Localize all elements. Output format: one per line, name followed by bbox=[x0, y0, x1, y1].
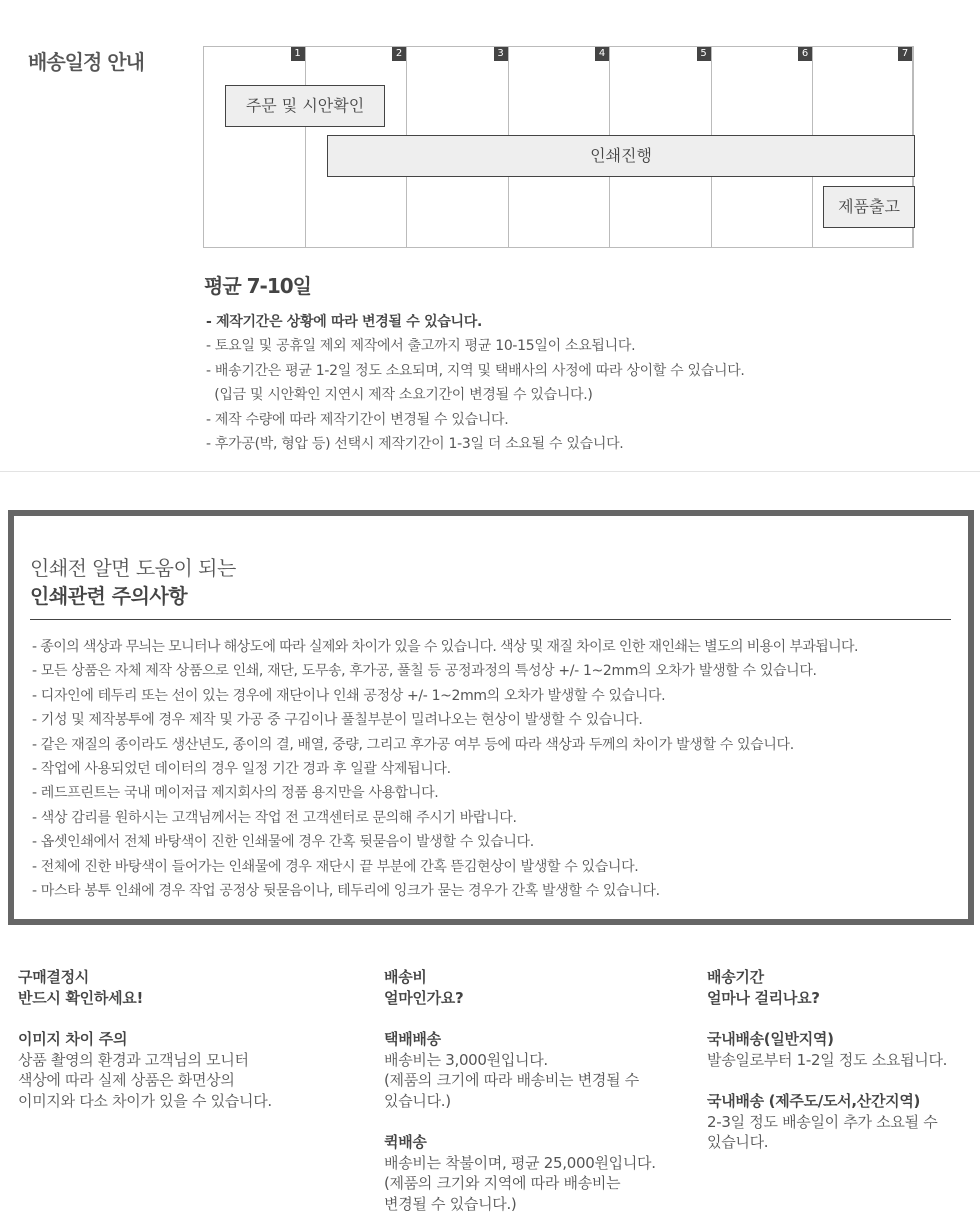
schedule-note: - 후가공(박, 형압 등) 선택시 제작기간이 1-3일 더 소요될 수 있습니다. bbox=[206, 436, 624, 453]
print-note: - 마스타 봉투 인쇄에 경우 작업 공정상 뒷묻음이나, 테두리에 잉크가 묻는 경우가 간혹 발생할 수 있습니다. bbox=[32, 883, 660, 900]
schedule-note: - 배송기간은 평균 1-2일 정도 소요되며, 지역 및 택배사의 사정에 따라 상이할 수 있습니다. bbox=[206, 362, 745, 379]
print-notes-subtitle: 인쇄전 알면 도움이 되는 bbox=[30, 556, 236, 580]
schedule-note: - 토요일 및 공휴일 제외 제작에서 출고까지 평균 10-15일이 소요됩니다. bbox=[206, 338, 636, 355]
day-column bbox=[204, 47, 306, 247]
shipping-fee-info bbox=[384, 967, 684, 1214]
print-note: - 기성 및 제작봉투에 경우 제작 및 가공 중 구김이나 풀칠부분이 밀려나오는 현상이 발생할 수 있습니다. bbox=[32, 712, 643, 729]
courier-text: 배송비는 3,000원입니다. bbox=[384, 1050, 548, 1069]
print-note: - 옵셋인쇄에서 전체 바탕색이 진한 인쇄물에 경우 간혹 뒷묻음이 발생할 수 있습니다. bbox=[32, 834, 534, 851]
quick-text: 배송비는 착불이며, 평균 25,000원입니다. bbox=[384, 1153, 656, 1172]
step-order-proof: 주문 및 시안확인 bbox=[225, 85, 385, 127]
quick-subheading: 퀵배송 bbox=[384, 1133, 427, 1151]
quick-text: (제품의 크기와 지역에 따라 배송비는 bbox=[384, 1174, 621, 1192]
purchase-info bbox=[18, 967, 358, 1111]
purchase-subheading: 이미지 차이 주의 bbox=[18, 1030, 128, 1048]
schedule-title: 배송일정 안내 bbox=[28, 50, 144, 74]
period-heading: 얼마나 걸리나요? bbox=[707, 988, 820, 1007]
purchase-heading: 반드시 확인하세요! bbox=[18, 988, 143, 1007]
step-shipping: 제품출고 bbox=[823, 186, 915, 228]
average-period: 평균 7-10일 bbox=[204, 274, 311, 298]
print-notes-list bbox=[32, 635, 858, 903]
island-text: 2-3일 정도 배송일이 추가 소요될 수 bbox=[707, 1112, 938, 1131]
print-note: - 같은 재질의 종이라도 생산년도, 종이의 결, 배열, 중량, 그리고 후가공 여부 등에 따라 색상과 두께의 차이가 발생할 수 있습니다. bbox=[32, 736, 794, 753]
courier-subheading: 택배배송 bbox=[384, 1030, 441, 1048]
day-number: 6 bbox=[798, 47, 812, 61]
schedule-note: - 제작기간은 상황에 따라 변경될 수 있습니다. bbox=[206, 314, 483, 330]
fee-heading: 얼마인가요? bbox=[384, 988, 464, 1007]
purchase-heading: 구매결정시 bbox=[18, 968, 89, 986]
island-text: 있습니다. bbox=[707, 1133, 769, 1151]
period-heading: 배송기간 bbox=[707, 968, 764, 986]
purchase-text: 색상에 따라 실제 상품은 화면상의 bbox=[18, 1071, 235, 1089]
section-divider bbox=[0, 471, 980, 472]
shipping-period-info bbox=[707, 967, 979, 1153]
schedule-grid bbox=[203, 46, 914, 248]
day-number: 2 bbox=[392, 47, 406, 61]
domestic-text: 발송일로부터 1-2일 정도 소요됩니다. bbox=[707, 1050, 948, 1069]
courier-text: 있습니다.) bbox=[384, 1091, 451, 1110]
step-printing: 인쇄진행 bbox=[327, 135, 915, 177]
print-note: - 작업에 사용되었던 데이터의 경우 일정 기간 경과 후 일괄 삭제됩니다. bbox=[32, 761, 451, 778]
day-number: 3 bbox=[494, 47, 508, 61]
print-notes-rule bbox=[30, 619, 951, 620]
purchase-text: 상품 촬영의 환경과 고객님의 모니터 bbox=[18, 1050, 249, 1069]
print-note: - 디자인에 테두리 또는 선이 있는 경우에 재단이나 인쇄 공정상 +/- 1~2mm의 오차가 발생할 수 있습니다. bbox=[32, 687, 666, 704]
day-number: 5 bbox=[697, 47, 711, 61]
print-note: - 종이의 색상과 무늬는 모니터나 해상도에 따라 실제와 차이가 있을 수 있습니다. 색상 및 재질 차이로 인한 재인쇄는 별도의 비용이 부과됩니다. bbox=[32, 639, 858, 655]
quick-text: 변경될 수 있습니다.) bbox=[384, 1194, 517, 1213]
day-number: 1 bbox=[291, 47, 305, 61]
courier-text: (제품의 크기에 따라 배송비는 변경될 수 bbox=[384, 1071, 639, 1089]
schedule-note: (입금 및 시안확인 지연시 제작 소요기간이 변경될 수 있습니다.) bbox=[206, 387, 593, 404]
print-note: - 레드프린트는 국내 메이저급 제지회사의 정품 용지만을 사용합니다. bbox=[32, 785, 439, 802]
day-number: 7 bbox=[898, 47, 912, 61]
domestic-subheading: 국내배송(일반지역) bbox=[707, 1030, 834, 1048]
day-number: 4 bbox=[595, 47, 609, 61]
print-note: - 전체에 진한 바탕색이 들어가는 인쇄물에 경우 재단시 끝 부분에 간혹 뜯김현상이 발생할 수 있습니다. bbox=[32, 858, 639, 875]
island-subheading: 국내배송 (제주도/도서,산간지역) bbox=[707, 1092, 921, 1110]
schedule-notes bbox=[206, 310, 745, 456]
purchase-text: 이미지와 다소 차이가 있을 수 있습니다. bbox=[18, 1091, 272, 1110]
schedule-note: - 제작 수량에 따라 제작기간이 변경될 수 있습니다. bbox=[206, 411, 509, 428]
print-note: - 색상 감리를 원하시는 고객님께서는 작업 전 고객센터로 문의해 주시기 바랍니다. bbox=[32, 809, 517, 826]
fee-heading: 배송비 bbox=[384, 968, 427, 986]
print-note: - 모든 상품은 자체 제작 상품으로 인쇄, 재단, 도무송, 후가공, 풀칠 등 공정과정의 특성상 +/- 1~2mm의 오차가 발생할 수 있습니다. bbox=[32, 663, 817, 680]
print-notes-title: 인쇄관련 주의사항 bbox=[30, 584, 188, 608]
